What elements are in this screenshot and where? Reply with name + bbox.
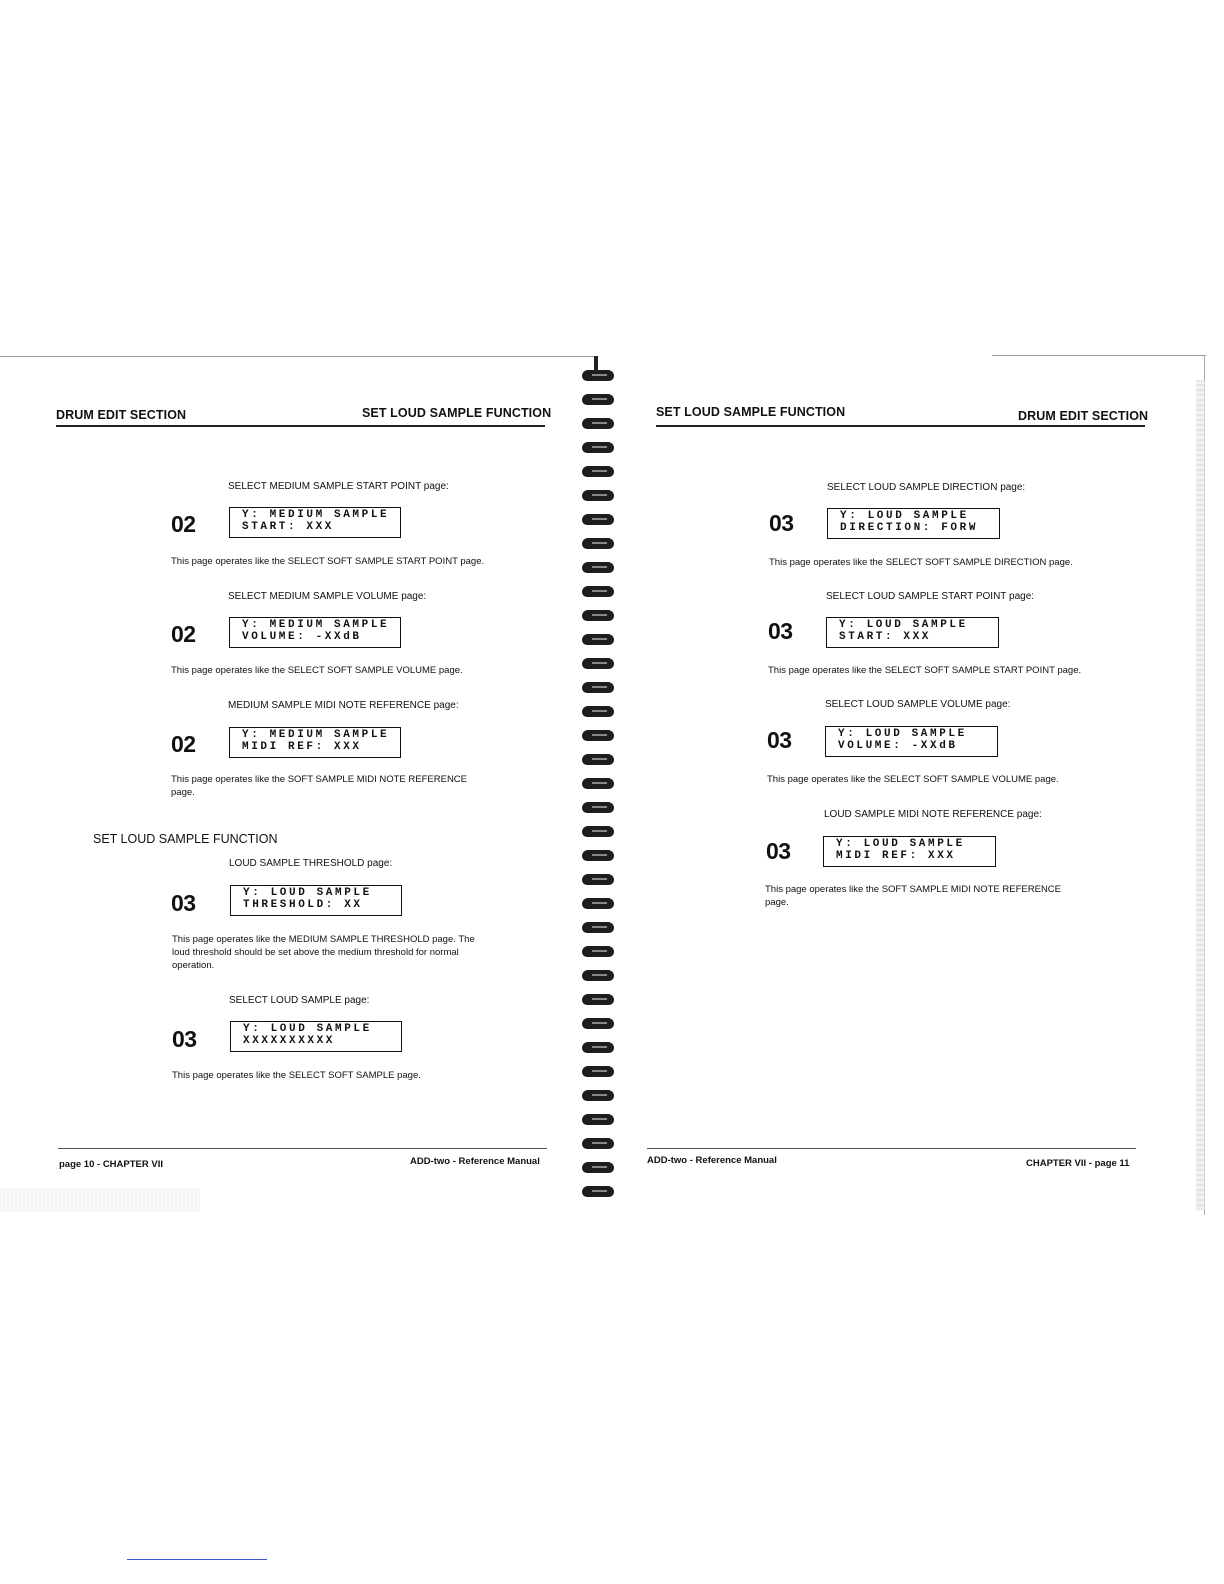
lcd-line-1: Y: LOUD SAMPLE <box>836 838 965 850</box>
left-footer-page-number: page 10 - CHAPTER VII <box>59 1159 163 1170</box>
lcd-line-2: MIDI REF: XXX <box>836 849 956 862</box>
binding-coil <box>582 706 614 717</box>
page-edge-shadow <box>1196 380 1205 1210</box>
lcd-line-2: MIDI REF: XXX <box>242 740 362 753</box>
left-block-2-title: SELECT MEDIUM SAMPLE VOLUME page: <box>228 591 427 602</box>
binding-coil <box>582 562 614 573</box>
lcd-line-2: VOLUME: -XXdB <box>838 739 958 752</box>
description-line: This page operates like the SELECT SOFT SAMPLE START POINT page. <box>171 556 485 567</box>
left-block-5-description <box>172 1069 421 1082</box>
scan-noise <box>0 1188 200 1212</box>
description-line: loud threshold should be set above the medium threshold for normal <box>172 947 459 958</box>
left-header-function: SET LOUD SAMPLE FUNCTION <box>362 406 552 420</box>
lcd-line-1: Y: LOUD SAMPLE <box>839 619 968 631</box>
binding-coil <box>582 538 614 549</box>
right-block-2-title: SELECT LOUD SAMPLE START POINT page: <box>826 591 1035 602</box>
left-block-1-number: 02 <box>171 511 196 537</box>
section-heading: SET LOUD SAMPLE FUNCTION <box>93 832 278 846</box>
right-footer-manual-title: ADD-two - Reference Manual <box>647 1155 777 1166</box>
lcd-line-2: START: XXX <box>839 630 932 643</box>
binding-coil <box>582 970 614 981</box>
left-header-section: DRUM EDIT SECTION <box>56 408 187 422</box>
left-block-4-number: 03 <box>171 890 196 916</box>
right-footer-page-number: CHAPTER VII - page 11 <box>1026 1158 1130 1169</box>
left-block-2-description <box>171 664 463 677</box>
description-line: This page operates like the SOFT SAMPLE MIDI NOTE REFERENCE <box>765 884 1062 895</box>
lcd-line-2: THRESHOLD: XX <box>243 898 363 911</box>
left-block-1-description <box>171 555 484 568</box>
right-block-3-number: 03 <box>767 727 792 753</box>
left-block-2-lcd <box>229 617 401 648</box>
description-line: page. <box>171 787 195 798</box>
left-footer-rule <box>58 1148 547 1149</box>
binding-coil <box>582 394 614 405</box>
binding-coil <box>582 418 614 429</box>
right-block-4-description <box>765 883 1061 909</box>
right-block-2-number: 03 <box>768 618 793 644</box>
right-block-1-title: SELECT LOUD SAMPLE DIRECTION page: <box>827 482 1026 493</box>
description-line: This page operates like the SOFT SAMPLE MIDI NOTE REFERENCE <box>171 774 468 785</box>
binding-coil <box>582 442 614 453</box>
binding-coil <box>582 754 614 765</box>
right-block-4-lcd <box>823 836 996 867</box>
left-block-4-title: LOUD SAMPLE THRESHOLD page: <box>229 858 393 869</box>
binding-coil <box>582 658 614 669</box>
binding-coil <box>582 802 614 813</box>
right-block-1-number: 03 <box>769 510 794 536</box>
lcd-line-1: Y: LOUD SAMPLE <box>840 510 969 522</box>
lcd-line-1: Y: LOUD SAMPLE <box>243 1023 372 1035</box>
right-header-section: DRUM EDIT SECTION <box>1018 409 1149 423</box>
binding-coil <box>582 1090 614 1101</box>
binding-coil <box>582 922 614 933</box>
left-block-3-title: MEDIUM SAMPLE MIDI NOTE REFERENCE page: <box>228 700 459 711</box>
left-block-5-title: SELECT LOUD SAMPLE page: <box>229 995 370 1006</box>
description-line: This page operates like the SELECT SOFT SAMPLE START POINT page. <box>768 665 1082 676</box>
lcd-line-2: XXXXXXXXXX <box>243 1034 336 1047</box>
left-block-5-lcd <box>230 1021 402 1052</box>
left-block-3-description <box>171 773 467 799</box>
binding-coil <box>582 1162 614 1173</box>
binding-coil <box>582 1042 614 1053</box>
binding-coil <box>582 490 614 501</box>
binding-coil <box>582 874 614 885</box>
binding-coil <box>582 730 614 741</box>
description-line: This page operates like the SELECT SOFT SAMPLE page. <box>172 1070 421 1081</box>
lcd-line-1: Y: MEDIUM SAMPLE <box>242 619 390 631</box>
right-block-3-title: SELECT LOUD SAMPLE VOLUME page: <box>825 699 1011 710</box>
right-footer-rule <box>647 1148 1136 1149</box>
lcd-line-1: Y: LOUD SAMPLE <box>243 887 372 899</box>
right-header-rule <box>656 425 1145 427</box>
left-block-3-number: 02 <box>171 731 196 757</box>
stray-line <box>127 1559 267 1560</box>
binding-coil <box>582 1186 614 1197</box>
left-block-4-description <box>172 933 475 972</box>
binding-coil <box>582 898 614 909</box>
right-block-2-description <box>768 664 1081 677</box>
binding-coil <box>582 370 614 381</box>
description-line: This page operates like the SELECT SOFT SAMPLE VOLUME page. <box>171 665 463 676</box>
right-block-2-lcd <box>826 617 999 648</box>
description-line: This page operates like the SELECT SOFT SAMPLE DIRECTION page. <box>769 557 1073 568</box>
left-page-top-edge <box>0 356 598 357</box>
left-block-3-lcd <box>229 727 401 758</box>
binding-coil <box>582 634 614 645</box>
right-page-top-edge <box>992 355 1206 356</box>
left-block-2-number: 02 <box>171 621 196 647</box>
binding-coil <box>582 826 614 837</box>
binding-coil <box>582 1066 614 1077</box>
right-block-3-description <box>767 773 1059 786</box>
binding-coil <box>582 682 614 693</box>
lcd-line-2: START: XXX <box>242 520 335 533</box>
binding-coil <box>582 1018 614 1029</box>
left-block-1-lcd <box>229 507 401 538</box>
left-block-1-title: SELECT MEDIUM SAMPLE START POINT page: <box>228 481 449 492</box>
binding-coil <box>582 994 614 1005</box>
description-line: This page operates like the SELECT SOFT SAMPLE VOLUME page. <box>767 774 1059 785</box>
left-header-rule <box>56 425 545 427</box>
lcd-line-2: VOLUME: -XXdB <box>242 630 362 643</box>
binding-coil <box>582 778 614 789</box>
lcd-line-1: Y: LOUD SAMPLE <box>838 728 967 740</box>
binding-coil <box>582 466 614 477</box>
binding-coil <box>582 850 614 861</box>
binding-coil <box>582 946 614 957</box>
right-block-1-lcd <box>827 508 1000 539</box>
lcd-line-1: Y: MEDIUM SAMPLE <box>242 509 390 521</box>
lcd-line-1: Y: MEDIUM SAMPLE <box>242 729 390 741</box>
description-line: This page operates like the MEDIUM SAMPLE THRESHOLD page. The <box>172 934 475 945</box>
binding-coil <box>582 1114 614 1125</box>
left-footer-manual-title: ADD-two - Reference Manual <box>410 1156 540 1167</box>
description-line: operation. <box>172 960 215 971</box>
binding-coil <box>582 514 614 525</box>
right-block-1-description <box>769 556 1073 569</box>
binding-coil <box>582 1138 614 1149</box>
left-block-5-number: 03 <box>172 1026 197 1052</box>
lcd-line-2: DIRECTION: FORW <box>840 521 979 534</box>
binding-coil <box>582 586 614 597</box>
right-header-function: SET LOUD SAMPLE FUNCTION <box>656 405 846 419</box>
left-block-4-lcd <box>230 885 402 916</box>
description-line: page. <box>765 897 789 908</box>
right-block-4-number: 03 <box>766 838 791 864</box>
binding-coil <box>582 610 614 621</box>
right-block-3-lcd <box>825 726 998 757</box>
right-block-4-title: LOUD SAMPLE MIDI NOTE REFERENCE page: <box>824 809 1042 820</box>
